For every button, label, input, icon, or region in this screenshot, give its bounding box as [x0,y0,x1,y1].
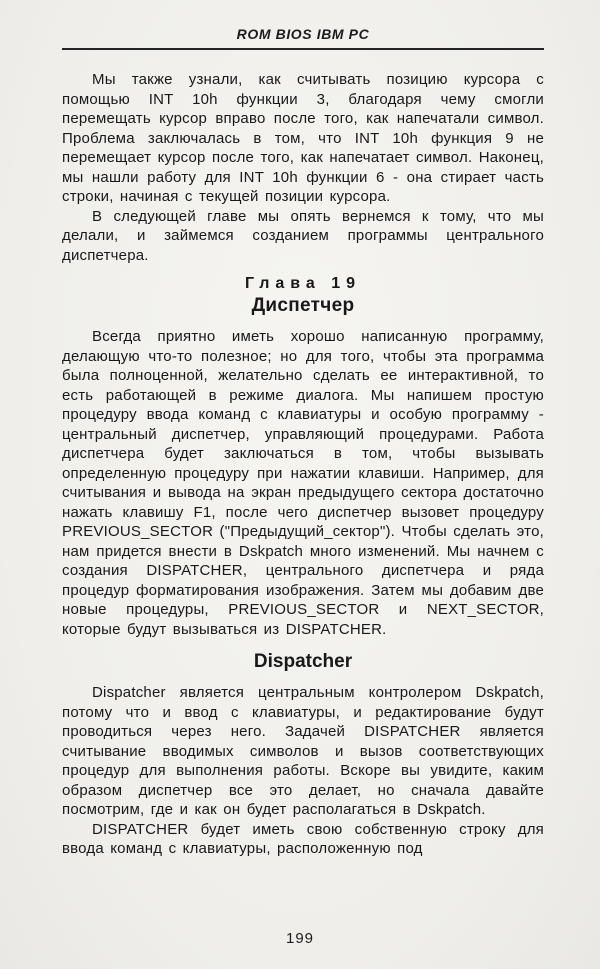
paragraph-intro-1: Мы также узнали, как считывать позицию курсора с помощью INT 10h функции 3, благодаря чему смогли перемещать курсор вправо после того, как напечатали символ. Проблема заключалась в том, что INT 10h функция 9 не перемещает курсор после того, как напечатает символ. Наконец, мы нашли работу для INT 10h функции 6 - она стирает часть строки, начиная с текущей позиции курсора. [62,71,544,205]
page-body [62,70,544,859]
paragraph-chapter-1: Всегда приятно иметь хорошо написанную программу, делающую что-то полезное; но для того, чтобы эта программа была полноценной, желательно сделать ее интерактивной, то есть работающей в режиме диалога. Мы напишем простую процедуру ввода команд с клавиатуры и особую программу - центральный диспетчер, управляющий процедурами. Работа диспетчера будет заключаться в том, чтобы вызывать определенную процедуру при нажатии клавиши. Например, для считывания и вывода на экран предыдущего сектора достаточно нажать клавишу F1, после чего диспетчер вызовет процедуру PREVIOUS_SECTOR ("Предыдущий_сектор"). Чтобы сделать это, нам придется внести в Dskpatch много изменений. Мы начнем с создания DISPATCHER, центрального диспетчера и ряда процедур форматирования изображения. Затем мы добавим две новые процедуры, PREVIOUS_SECTOR и NEXT_SECTOR, которые будут вызываться из DISPATCHER. [62,328,544,638]
page-number: 199 [285,930,315,947]
chapter-number: Глава 19 [244,275,362,292]
running-head: ROM BIOS IBM PC [236,26,370,42]
paragraph-dispatcher-1: Dispatcher является центральным контролером Dskpatch, потому что и ввод с клавиатуры, и редактирование будут проводиться через него. Задачей DISPATCHER является считывание вводимых символов и вызов соответствующих процедур для выполнения работы. Вскоре вы увидите, каким образом диспетчер все это делает, но сначала давайте посмотрим, где и как он будет располагаться в Dskpatch. [62,684,544,818]
chapter-heading [62,274,544,317]
section-heading-dispatcher: Dispatcher [253,651,353,672]
paragraph-intro-2: В следующей главе мы опять вернемся к тому, что мы делали, и займемся созданием программы центрального диспетчера. [62,207,544,264]
header-rule [62,48,544,50]
chapter-title: Диспетчер [251,295,355,316]
paragraph-dispatcher-2: DISPATCHER будет иметь свою собственную строку для ввода команд с клавиатуры, расположенную под [62,820,544,857]
